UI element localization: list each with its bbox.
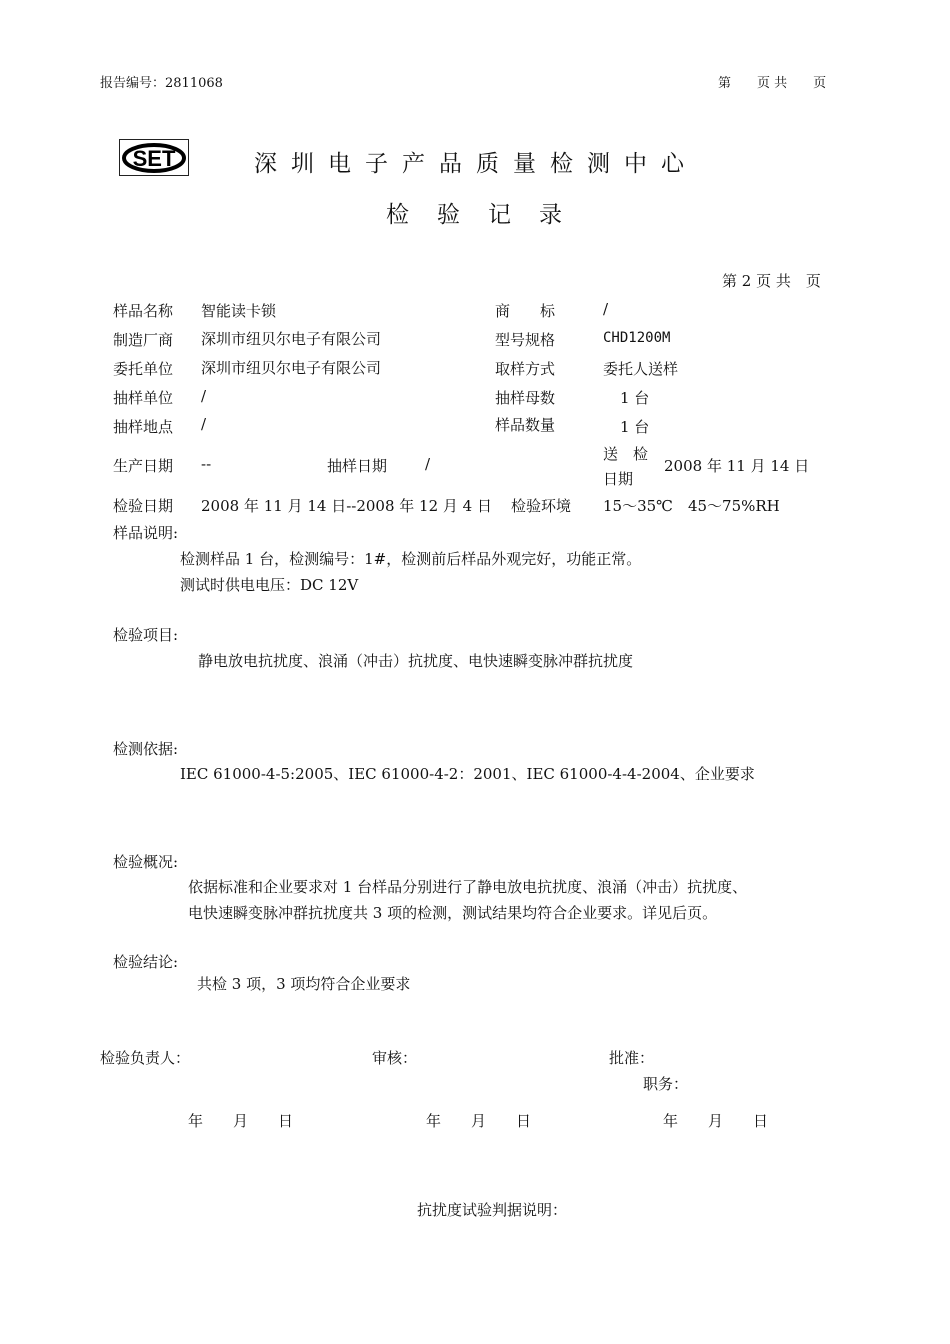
sampling-date-label: 抽样日期 xyxy=(327,457,388,475)
overview-line1: 依据标准和企业要求对 1 台样品分别进行了静电放电抗扰度、浪涌（冲击）抗扰度、 xyxy=(188,878,748,896)
sample-qty-label: 样品数量 xyxy=(495,416,556,434)
sampling-base-value: 1 台 xyxy=(620,389,650,407)
sample-desc-line1: 检测样品 1 台，检测编号：1#，检测前后样品外观完好，功能正常。 xyxy=(180,550,642,568)
model-value: CHD1200M xyxy=(603,330,671,346)
sampling-place-value: / xyxy=(201,415,207,433)
sampling-unit-label: 抽样单位 xyxy=(113,389,174,407)
manufacturer-label: 制造厂商 xyxy=(113,331,174,349)
sample-desc-line2: 测试时供电电压：DC 12V xyxy=(180,576,359,594)
manufacturer-value: 深圳市纽贝尔电子有限公司 xyxy=(201,330,382,348)
sampling-method-value: 委托人送样 xyxy=(603,360,679,378)
client-label: 委托单位 xyxy=(113,360,174,378)
brand-value: / xyxy=(603,300,609,318)
tester-label: 检验负责人： xyxy=(100,1049,191,1067)
set-logo-icon xyxy=(119,139,189,176)
send-date-value: 2008 年 11 月 14 日 xyxy=(664,457,810,475)
brand-label: 商 标 xyxy=(495,302,556,320)
sampling-date-value: / xyxy=(425,455,431,473)
overview-label: 检验概况: xyxy=(113,853,179,871)
test-basis-value: IEC 61000-4-5:2005、IEC 61000-4-2：2001、IEC 61000-4-4-2004、企业要求 xyxy=(180,765,755,783)
logo-text: SET xyxy=(132,146,176,171)
test-date-value: 2008 年 11 月 14 日--2008 年 12 月 4 日 xyxy=(201,497,492,515)
test-basis-label: 检测依据: xyxy=(113,740,179,758)
criteria-title: 抗扰度试验判据说明： xyxy=(417,1201,568,1219)
conclusion-label: 检验结论: xyxy=(113,953,179,971)
doc-title: 检验记录 xyxy=(386,202,590,228)
reviewer-date: 年 月 日 xyxy=(426,1112,532,1130)
send-date-label-line2: 日期 xyxy=(603,470,634,488)
page-info: 第 页 共 页 xyxy=(718,76,827,91)
tester-date: 年 月 日 xyxy=(188,1112,294,1130)
page-marker: 第 2 页 共 页 xyxy=(722,272,821,290)
approver-date: 年 月 日 xyxy=(663,1112,769,1130)
approver-label: 批准： xyxy=(609,1049,655,1067)
overview-line2: 电快速瞬变脉冲群抗扰度共 3 项的检测，测试结果均符合企业要求。详见后页。 xyxy=(188,904,718,922)
position-label: 职务： xyxy=(643,1075,689,1093)
test-date-label: 检验日期 xyxy=(113,497,174,515)
env-value: 15～35℃ 45～75%RH xyxy=(603,497,780,515)
sample-qty-value: 1 台 xyxy=(620,418,650,436)
sample-name-label: 样品名称 xyxy=(113,302,174,320)
sampling-method-label: 取样方式 xyxy=(495,360,556,378)
test-items-label: 检验项目: xyxy=(113,626,179,644)
model-label: 型号规格 xyxy=(495,331,556,349)
report-number: 报告编号：2811068 xyxy=(100,76,223,91)
test-items-value: 静电放电抗扰度、浪涌（冲击）抗扰度、电快速瞬变脉冲群抗扰度 xyxy=(198,652,634,670)
client-value: 深圳市纽贝尔电子有限公司 xyxy=(201,359,382,377)
sampling-base-label: 抽样母数 xyxy=(495,389,556,407)
sample-desc-label: 样品说明: xyxy=(113,524,179,542)
prod-date-label: 生产日期 xyxy=(113,457,174,475)
conclusion-value: 共检 3 项，3 项均符合企业要求 xyxy=(197,975,411,993)
send-date-label-line1: 送 检 xyxy=(603,445,649,463)
prod-date-value: -- xyxy=(201,455,212,473)
sampling-place-label: 抽样地点 xyxy=(113,418,174,436)
org-title: 深圳电子产品质量检测中心 xyxy=(254,151,698,177)
sample-name-value: 智能读卡锁 xyxy=(201,302,277,320)
reviewer-label: 审核： xyxy=(372,1049,418,1067)
sampling-unit-value: / xyxy=(201,387,207,405)
env-label: 检验环境 xyxy=(511,497,572,515)
